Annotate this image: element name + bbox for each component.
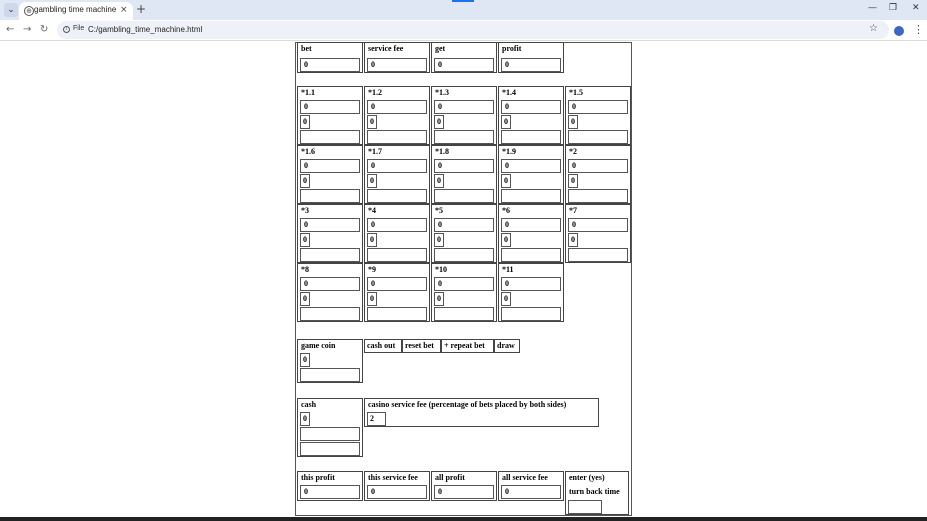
- multiplier-bet-field[interactable]: 0: [568, 159, 628, 173]
- multiplier-count-field[interactable]: 0: [568, 233, 578, 247]
- new-tab-button[interactable]: +: [136, 2, 147, 16]
- casino-fee-field[interactable]: 2: [367, 412, 386, 426]
- multiplier-label: *1.5: [569, 88, 583, 97]
- multiplier-bet-field[interactable]: 0: [434, 218, 494, 232]
- get-label: get: [435, 44, 446, 53]
- multiplier-count-field[interactable]: 0: [367, 233, 377, 247]
- multiplier-count-field[interactable]: 0: [434, 115, 444, 129]
- minimize-button[interactable]: —: [868, 3, 877, 13]
- get-cell: [431, 42, 497, 73]
- multiplier-bet-field[interactable]: 0: [300, 159, 360, 173]
- multiplier-cell-1-6: [297, 145, 363, 204]
- multiplier-label: *9: [368, 265, 376, 274]
- multiplier-bet-field[interactable]: 0: [434, 159, 494, 173]
- this-profit-field[interactable]: 0: [300, 485, 360, 499]
- profit-cell: [498, 42, 564, 73]
- multiplier-label: *1.6: [301, 147, 315, 156]
- multiplier-cell-8: [297, 263, 363, 322]
- multiplier-bet-field[interactable]: 0: [501, 218, 561, 232]
- multiplier-extra-field[interactable]: [367, 189, 427, 203]
- service-fee-field[interactable]: 0: [367, 58, 427, 72]
- multiplier-bet-field[interactable]: 0: [501, 277, 561, 291]
- this-service-fee-cell: [364, 471, 430, 501]
- tab-close-icon[interactable]: ×: [120, 5, 128, 15]
- all-profit-label: all profit: [435, 473, 465, 482]
- multiplier-extra-field[interactable]: [300, 307, 360, 321]
- multiplier-cell-1-3: [431, 86, 497, 145]
- profile-avatar-icon[interactable]: [894, 26, 904, 36]
- multiplier-bet-field[interactable]: 0: [434, 100, 494, 114]
- turn-back-time-field[interactable]: [568, 500, 602, 514]
- casino-fee-label: casino service fee (percentage of bets placed by both sides): [368, 400, 567, 409]
- multiplier-label: *10: [435, 265, 447, 274]
- maximize-button[interactable]: ❐: [889, 3, 898, 13]
- site-label: File: [73, 25, 85, 32]
- multiplier-cell-1-1: [297, 86, 363, 145]
- game-coin-label: game coin: [301, 341, 336, 350]
- multiplier-label: *1.3: [435, 88, 449, 97]
- multiplier-extra-field[interactable]: [300, 248, 360, 262]
- all-profit-cell: [431, 471, 497, 501]
- all-profit-field[interactable]: 0: [434, 485, 494, 499]
- multiplier-count-field[interactable]: 0: [501, 233, 511, 247]
- browser-toolbar: [0, 20, 927, 41]
- multiplier-label: *1.8: [435, 147, 449, 156]
- multiplier-count-field[interactable]: 0: [367, 292, 377, 306]
- browser-tab[interactable]: [19, 2, 133, 20]
- this-profit-cell: [297, 471, 363, 501]
- menu-icon[interactable]: ⋮: [913, 23, 924, 36]
- multiplier-cell-2: [565, 145, 631, 204]
- all-service-fee-field[interactable]: 0: [501, 485, 561, 499]
- close-window-button[interactable]: ✕: [912, 3, 920, 13]
- repeat-bet-button[interactable]: + repeat bet: [441, 339, 494, 353]
- profit-field[interactable]: 0: [501, 58, 561, 72]
- multiplier-cell-9: [364, 263, 430, 322]
- cash-out-button[interactable]: cash out: [364, 339, 402, 353]
- address-bar[interactable]: [57, 21, 889, 39]
- reload-button[interactable]: ↻: [40, 24, 49, 35]
- multiplier-count-field[interactable]: 0: [501, 115, 511, 129]
- this-profit-label: this profit: [301, 473, 335, 482]
- this-service-fee-label: this service fee: [368, 473, 418, 482]
- multiplier-extra-field[interactable]: [568, 248, 628, 262]
- multiplier-label: *3: [301, 206, 309, 215]
- multiplier-bet-field[interactable]: 0: [367, 159, 427, 173]
- game-coin-cell: [297, 339, 363, 383]
- casino-fee-cell: [364, 398, 599, 427]
- multiplier-label: *8: [301, 265, 309, 274]
- multiplier-bet-field[interactable]: 0: [300, 277, 360, 291]
- multiplier-count-field[interactable]: 0: [300, 174, 310, 188]
- bookmark-star-icon[interactable]: ☆: [869, 23, 878, 34]
- multiplier-bet-field[interactable]: 0: [501, 159, 561, 173]
- multiplier-count-field[interactable]: 0: [501, 292, 511, 306]
- tab-strip: [0, 0, 927, 20]
- multiplier-count-field[interactable]: 0: [434, 292, 444, 306]
- multiplier-label: *6: [502, 206, 510, 215]
- multiplier-cell-4: [364, 204, 430, 263]
- multiplier-extra-field[interactable]: [434, 189, 494, 203]
- multiplier-cell-1-4: [498, 86, 564, 145]
- multiplier-count-field[interactable]: 0: [300, 292, 310, 306]
- game-coin-field[interactable]: 0: [300, 353, 310, 367]
- cash-extra-field-2[interactable]: [300, 442, 360, 456]
- multiplier-bet-field[interactable]: 0: [367, 218, 427, 232]
- page-content: [0, 41, 927, 521]
- multiplier-extra-field[interactable]: [367, 307, 427, 321]
- multiplier-bet-field[interactable]: 0: [367, 277, 427, 291]
- tab-title: gambling time machine: [34, 5, 117, 14]
- multiplier-label: *1.4: [502, 88, 516, 97]
- multiplier-label: *2: [569, 147, 577, 156]
- bet-field[interactable]: 0: [300, 58, 360, 72]
- multiplier-label: *4: [368, 206, 376, 215]
- tab-search-icon[interactable]: ⌄: [4, 3, 18, 17]
- multiplier-cell-1-7: [364, 145, 430, 204]
- drag-indicator: [452, 0, 474, 2]
- cash-label: cash: [301, 400, 317, 409]
- multiplier-count-field[interactable]: 0: [367, 115, 377, 129]
- globe-icon: ⊕: [24, 6, 34, 16]
- multiplier-count-field[interactable]: 0: [300, 233, 310, 247]
- bet-label: bet: [301, 44, 312, 53]
- get-field[interactable]: 0: [434, 58, 494, 72]
- multiplier-label: *1.7: [368, 147, 382, 156]
- service-fee-label: service fee: [368, 44, 404, 53]
- service-fee-cell: [364, 42, 430, 73]
- turn-back-time-label: turn back time: [569, 487, 620, 496]
- multiplier-bet-field[interactable]: 0: [300, 100, 360, 114]
- this-service-fee-field[interactable]: 0: [367, 485, 427, 499]
- multiplier-bet-field[interactable]: 0: [568, 100, 628, 114]
- multiplier-cell-1-5: [565, 86, 631, 145]
- multiplier-cell-11: [498, 263, 564, 322]
- enter-yes-label: enter (yes): [569, 473, 605, 482]
- forward-button[interactable]: →: [23, 24, 32, 35]
- multiplier-extra-field[interactable]: [300, 130, 360, 144]
- cash-cell: [297, 398, 363, 457]
- multiplier-count-field[interactable]: 0: [568, 174, 578, 188]
- all-service-fee-cell: [498, 471, 564, 501]
- multiplier-bet-field[interactable]: 0: [434, 277, 494, 291]
- window-bottom-border: [0, 517, 927, 521]
- multiplier-extra-field[interactable]: [434, 130, 494, 144]
- multiplier-label: *1.1: [301, 88, 315, 97]
- multiplier-count-field[interactable]: 0: [568, 115, 578, 129]
- multiplier-cell-1-9: [498, 145, 564, 204]
- multiplier-count-field[interactable]: 0: [434, 233, 444, 247]
- multiplier-extra-field[interactable]: [501, 189, 561, 203]
- multiplier-count-field[interactable]: 0: [434, 174, 444, 188]
- all-service-fee-label: all service fee: [502, 473, 548, 482]
- multiplier-extra-field[interactable]: [434, 248, 494, 262]
- multiplier-cell-5: [431, 204, 497, 263]
- multiplier-label: *7: [569, 206, 577, 215]
- multiplier-extra-field[interactable]: [367, 248, 427, 262]
- multiplier-cell-7: [565, 204, 631, 263]
- multiplier-label: *11: [502, 265, 514, 274]
- multiplier-label: *1.2: [368, 88, 382, 97]
- multiplier-bet-field[interactable]: 0: [367, 100, 427, 114]
- info-icon[interactable]: i: [63, 26, 70, 33]
- game-coin-extra-field[interactable]: [300, 368, 360, 382]
- multiplier-extra-field[interactable]: [300, 189, 360, 203]
- cash-field[interactable]: 0: [300, 412, 310, 426]
- multiplier-extra-field[interactable]: [501, 130, 561, 144]
- multiplier-count-field[interactable]: 0: [300, 115, 310, 129]
- multiplier-extra-field[interactable]: [501, 248, 561, 262]
- multiplier-bet-field[interactable]: 0: [568, 218, 628, 232]
- multiplier-cell-6: [498, 204, 564, 263]
- multiplier-extra-field[interactable]: [568, 130, 628, 144]
- multiplier-label: *1.9: [502, 147, 516, 156]
- multiplier-cell-10: [431, 263, 497, 322]
- multiplier-extra-field[interactable]: [501, 307, 561, 321]
- reset-bet-button[interactable]: reset bet: [402, 339, 441, 353]
- multiplier-bet-field[interactable]: 0: [501, 100, 561, 114]
- bet-cell: [297, 42, 363, 73]
- multiplier-cell-3: [297, 204, 363, 263]
- cash-extra-field-1[interactable]: [300, 427, 360, 441]
- draw-button[interactable]: draw: [494, 339, 520, 353]
- multiplier-label: *5: [435, 206, 443, 215]
- multiplier-cell-1-8: [431, 145, 497, 204]
- multiplier-extra-field[interactable]: [568, 189, 628, 203]
- multiplier-bet-field[interactable]: 0: [300, 218, 360, 232]
- url-text[interactable]: C:/gambling_time_machine.html: [88, 25, 203, 34]
- multiplier-cell-1-2: [364, 86, 430, 145]
- time-travel-cell: [565, 471, 629, 515]
- multiplier-count-field[interactable]: 0: [501, 174, 511, 188]
- back-button[interactable]: ←: [6, 24, 15, 35]
- multiplier-extra-field[interactable]: [434, 307, 494, 321]
- multiplier-extra-field[interactable]: [367, 130, 427, 144]
- profit-label: profit: [502, 44, 522, 53]
- multiplier-count-field[interactable]: 0: [367, 174, 377, 188]
